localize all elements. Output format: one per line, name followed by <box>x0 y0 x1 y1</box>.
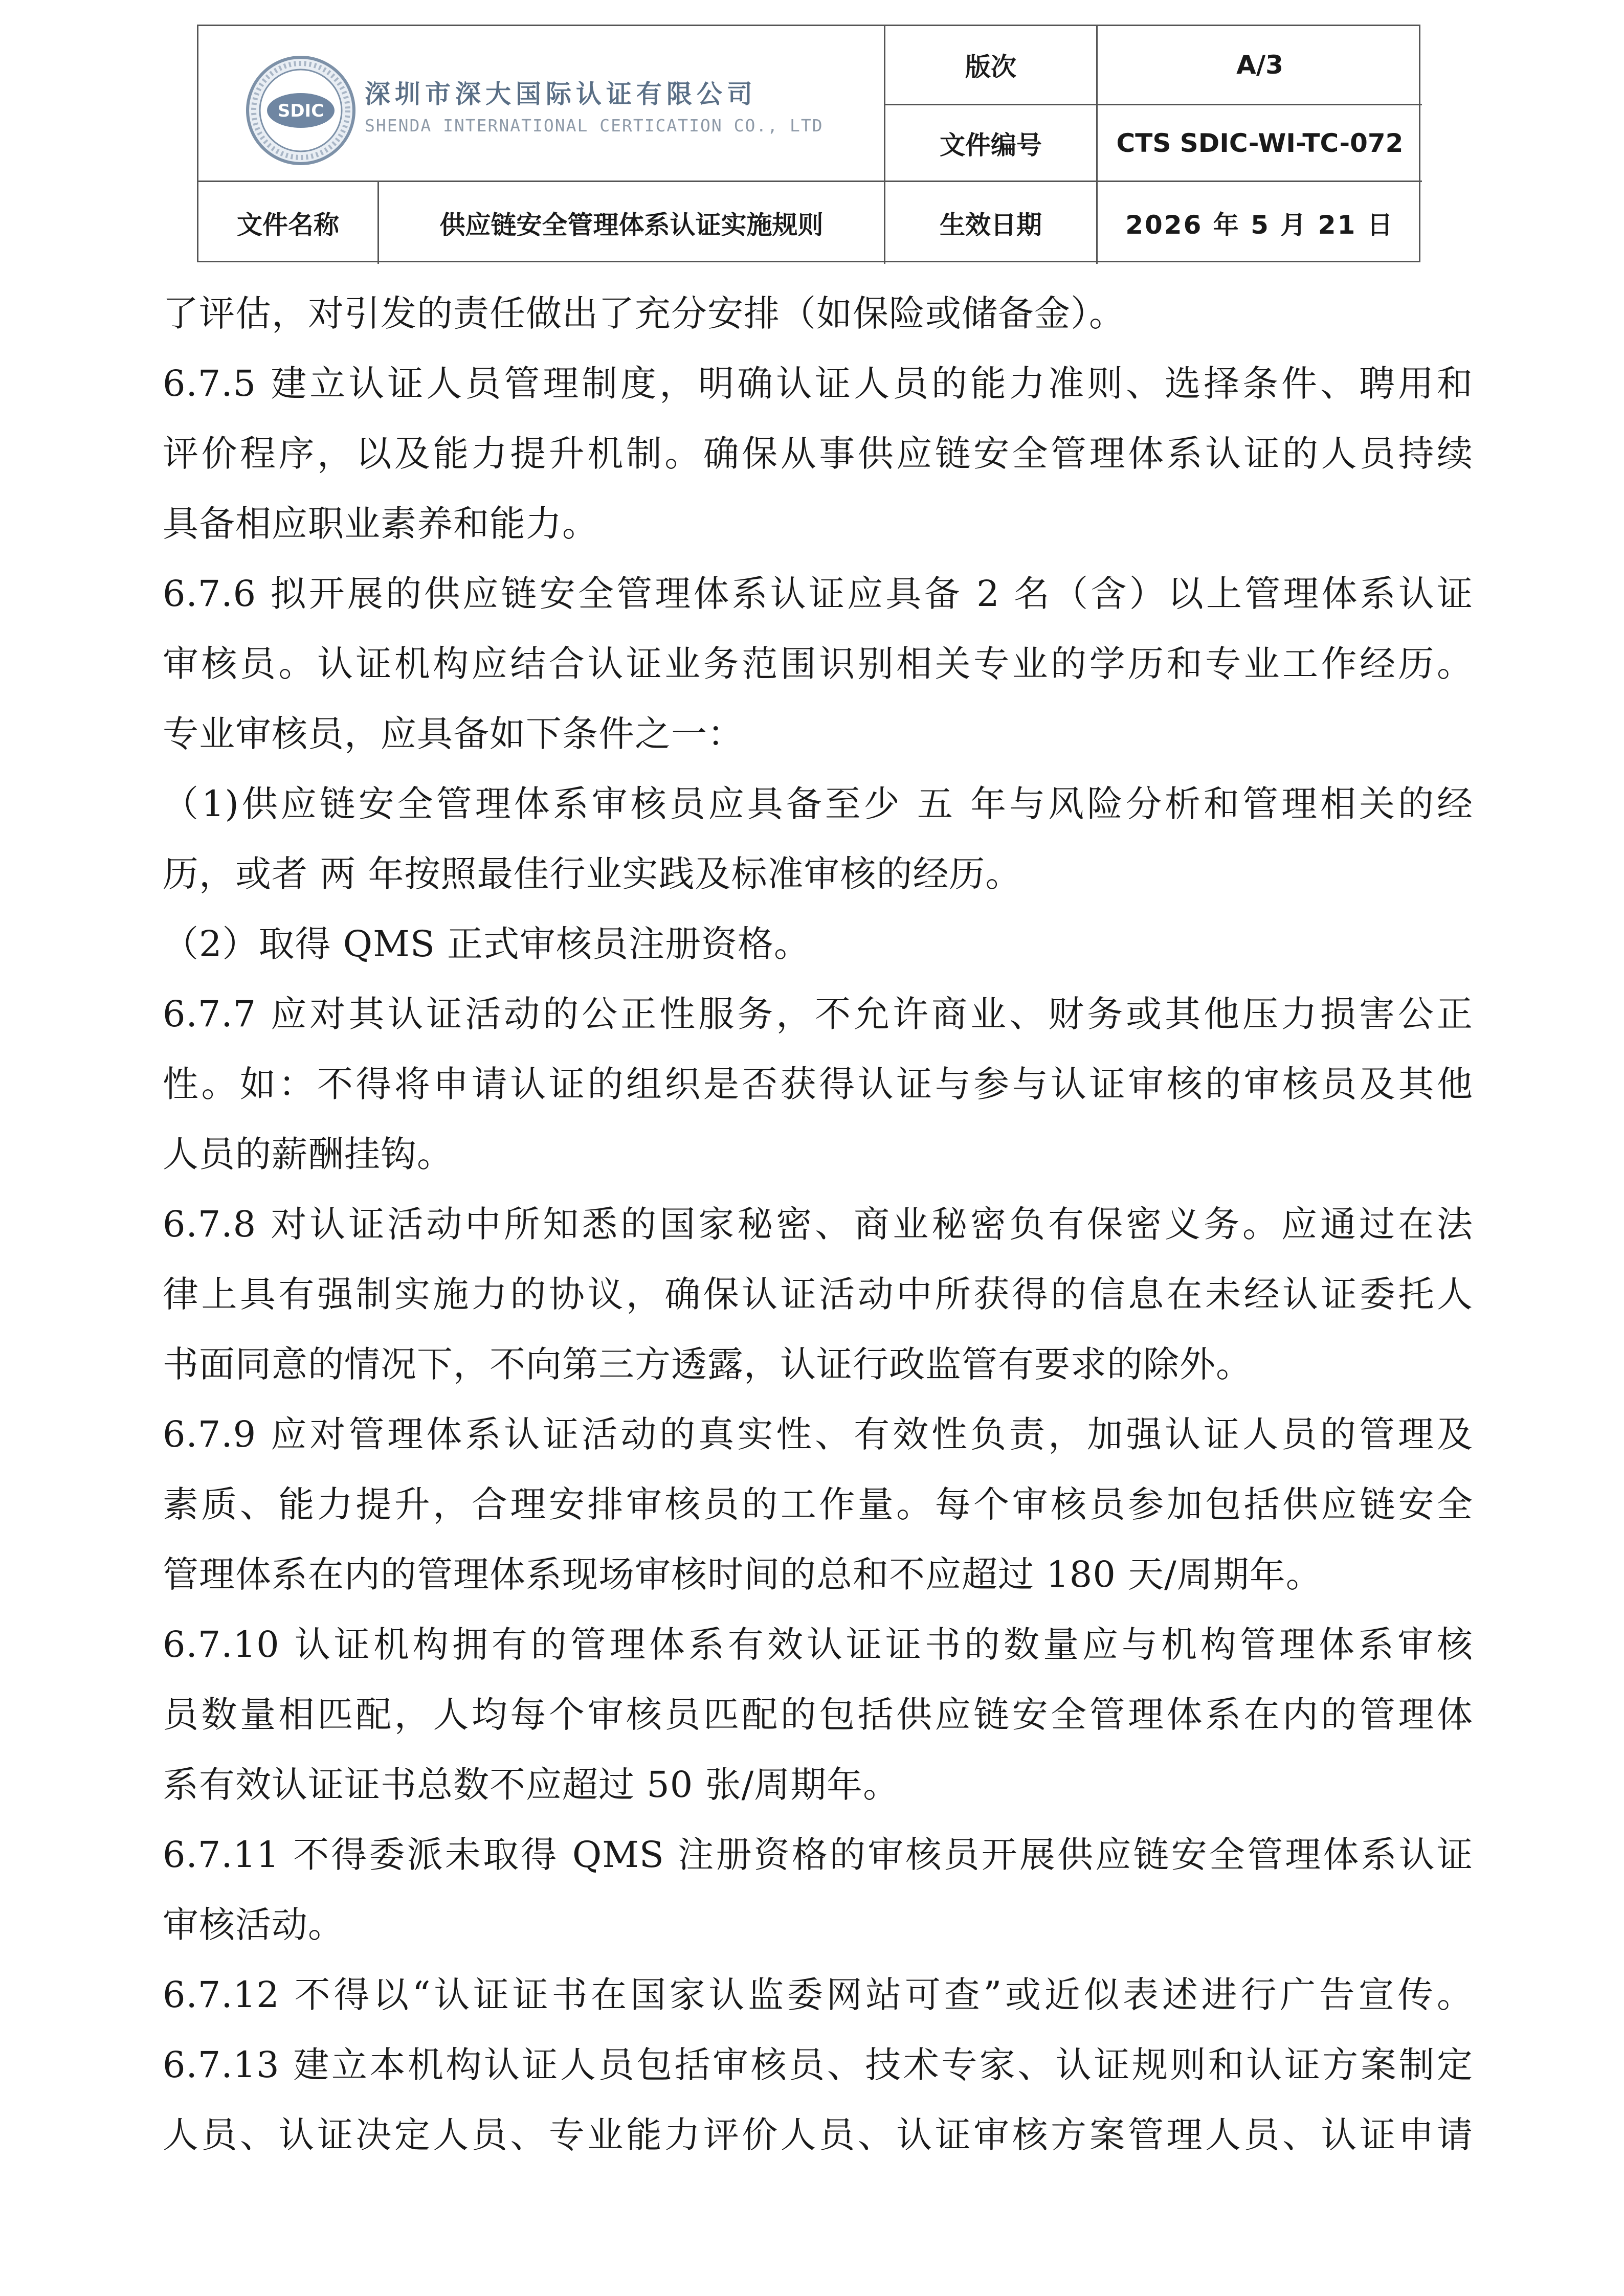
effective-date-value: 2026 年 5 月 21 日 <box>1125 210 1394 240</box>
text-line: 6.7.5 建立认证人员管理制度，明确认证人员的能力准则、选择条件、聘用和 <box>163 363 1473 404</box>
company-name-cn: 深圳市深大国际认证有限公司 <box>365 79 757 109</box>
version-label: 版次 <box>965 52 1016 82</box>
text-line: 评价程序，以及能力提升机制。确保从事供应链安全管理体系认证的人员持续 <box>163 433 1473 475</box>
text-line: 审核活动。 <box>163 1904 344 1946</box>
text-line: （2）取得 QMS 正式审核员注册资格。 <box>163 923 811 965</box>
effective-date-label: 生效日期 <box>940 210 1042 240</box>
document-body <box>163 279 1473 2170</box>
text-line: 6.7.11 不得委派未取得 QMS 注册资格的审核员开展供应链安全管理体系认证 <box>163 1834 1473 1876</box>
text-line: 6.7.10 认证机构拥有的管理体系有效认证证书的数量应与机构管理体系审核 <box>163 1624 1473 1665</box>
text-line: 6.7.7 应对其认证活动的公正性服务，不允许商业、财务或其他压力损害公正 <box>163 993 1473 1035</box>
sdic-seal-icon <box>244 54 357 167</box>
text-line: 具备相应职业素养和能力。 <box>163 503 598 545</box>
document-header-table <box>197 25 1420 262</box>
text-line: 书面同意的情况下，不向第三方透露，认证行政监管有要求的除外。 <box>163 1343 1252 1385</box>
doc-number-label: 文件编号 <box>940 130 1042 160</box>
text-line: 了评估，对引发的责任做出了充分安排（如保险或储备金）。 <box>163 292 1125 334</box>
text-line: 审核员。认证机构应结合认证业务范围识别相关专业的学历和专业工作经历。 <box>163 643 1473 685</box>
text-line: 系有效认证证书总数不应超过 50 张/周期年。 <box>163 1764 900 1806</box>
text-line: 6.7.8 对认证活动中所知悉的国家秘密、商业秘密负有保密义务。应通过在法 <box>163 1203 1473 1245</box>
text-line: 6.7.9 应对管理体系认证活动的真实性、有效性负责，加强认证人员的管理及 <box>163 1413 1473 1455</box>
text-line: 管理体系在内的管理体系现场审核时间的总和不应超过 180 天/周期年。 <box>163 1554 1322 1595</box>
text-line: 6.7.12 不得以“认证证书在国家认监委网站可查”或近似表述进行广告宣传。 <box>163 1974 1473 2016</box>
doc-name-label: 文件名称 <box>237 210 339 240</box>
text-line: 素质、能力提升，合理安排审核员的工作量。每个审核员参加包括供应链安全 <box>163 1483 1473 1525</box>
text-line: 律上具有强制实施力的协议，确保认证活动中所获得的信息在未经认证委托人 <box>163 1273 1473 1315</box>
text-line: 6.7.13 建立本机构认证人员包括审核员、技术专家、认证规则和认证方案制定 <box>163 2044 1473 2086</box>
text-line: （1)供应链安全管理体系审核员应具备至少 五 年与风险分析和管理相关的经 <box>163 783 1473 825</box>
text-line: 6.7.6 拟开展的供应链安全管理体系认证应具备 2 名（含）以上管理体系认证 <box>163 573 1473 615</box>
text-line: 人员的薪酬挂钩。 <box>163 1133 453 1175</box>
doc-name-value: 供应链安全管理体系认证实施规则 <box>439 210 824 240</box>
text-line: 员数量相匹配，人均每个审核员匹配的包括供应链安全管理体系在内的管理体 <box>163 1694 1473 1736</box>
company-name-en: SHENDA INTERNATIONAL CERTICATION CO., LTD <box>365 116 824 136</box>
text-line: 性。如：不得将申请认证的组织是否获得认证与参与认证审核的审核员及其他 <box>163 1063 1473 1105</box>
logo-text: SDIC <box>277 101 324 121</box>
version-value: A/3 <box>1236 50 1283 80</box>
text-line: 专业审核员，应具备如下条件之一： <box>163 713 744 755</box>
doc-number-value: CTS SDIC-WI-TC-072 <box>1116 128 1404 158</box>
text-line: 历，或者 两 年按照最佳行业实践及标准审核的经历。 <box>163 853 1022 895</box>
text-line: 人员、认证决定人员、专业能力评价人员、认证审核方案管理人员、认证申请 <box>163 2114 1473 2156</box>
